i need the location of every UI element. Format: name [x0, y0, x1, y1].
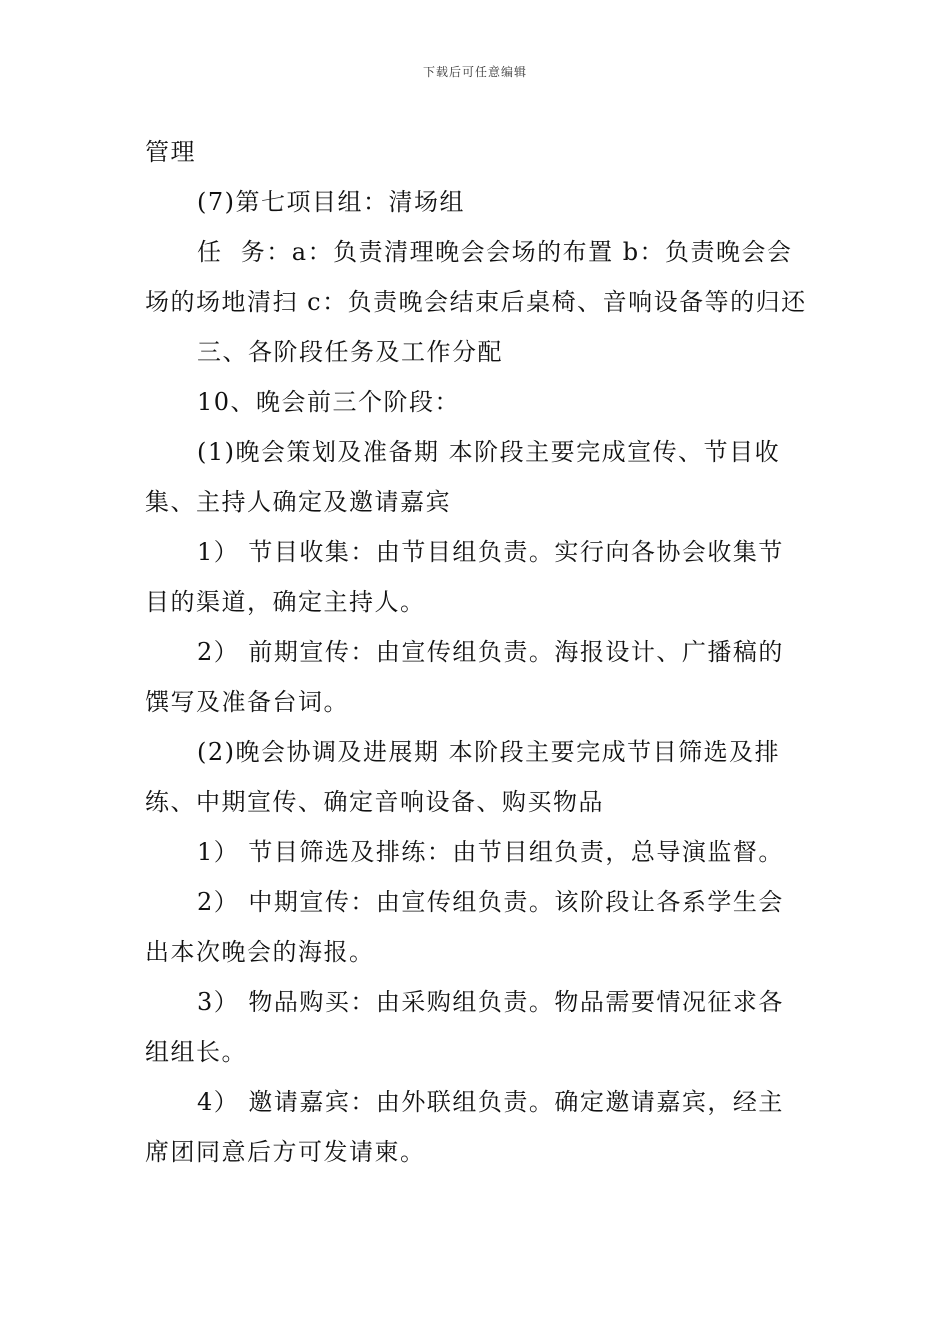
document-body [145, 127, 809, 1177]
page-header: 下载后可任意编辑 [422, 65, 527, 79]
paragraph-stage-two-item-3: 3） 物品购买：由采购组负责。物品需要情况征求各组组长。 [145, 988, 784, 1066]
paragraph-group-seven-tasks: 任 务：a：负责清理晚会会场的布置 b：负责晚会会场的场地清扫 c：负责晚会结束后桌椅、音响设备等的归还 [145, 238, 807, 316]
paragraph-stage-one-item-2: 2） 前期宣传：由宣传组负责。海报设计、广播稿的馔写及准备台词。 [145, 638, 784, 716]
paragraph-stage-one-item-1: 1） 节目收集：由节目组负责。实行向各协会收集节目的渠道，确定主持人。 [145, 538, 784, 616]
paragraph-continuation: 管理 [145, 138, 196, 166]
paragraph-stage-two-item-2: 2） 中期宣传：由宣传组负责。该阶段让各系学生会出本次晚会的海报。 [145, 888, 784, 966]
paragraph-stage-two-item-4: 4） 邀请嘉宾：由外联组负责。确定邀请嘉宾，经主席团同意后方可发请柬。 [145, 1088, 784, 1166]
paragraph-stage-one: (1)晚会策划及准备期 本阶段主要完成宣传、节目收集、主持人确定及邀请嘉宾 [145, 438, 781, 516]
paragraph-pre-event-stages: 10、晚会前三个阶段： [197, 388, 461, 416]
section-heading-stage-tasks: 三、各阶段任务及工作分配 [197, 338, 503, 366]
paragraph-stage-two-item-1: 1） 节目筛选及排练：由节目组负责，总导演监督。 [197, 838, 784, 866]
paragraph-group-seven-title: (7)第七项目组：清场组 [197, 188, 465, 216]
paragraph-stage-two: (2)晚会协调及进展期 本阶段主要完成节目筛选及排练、中期宣传、确定音响设备、购买物品 [145, 738, 781, 816]
